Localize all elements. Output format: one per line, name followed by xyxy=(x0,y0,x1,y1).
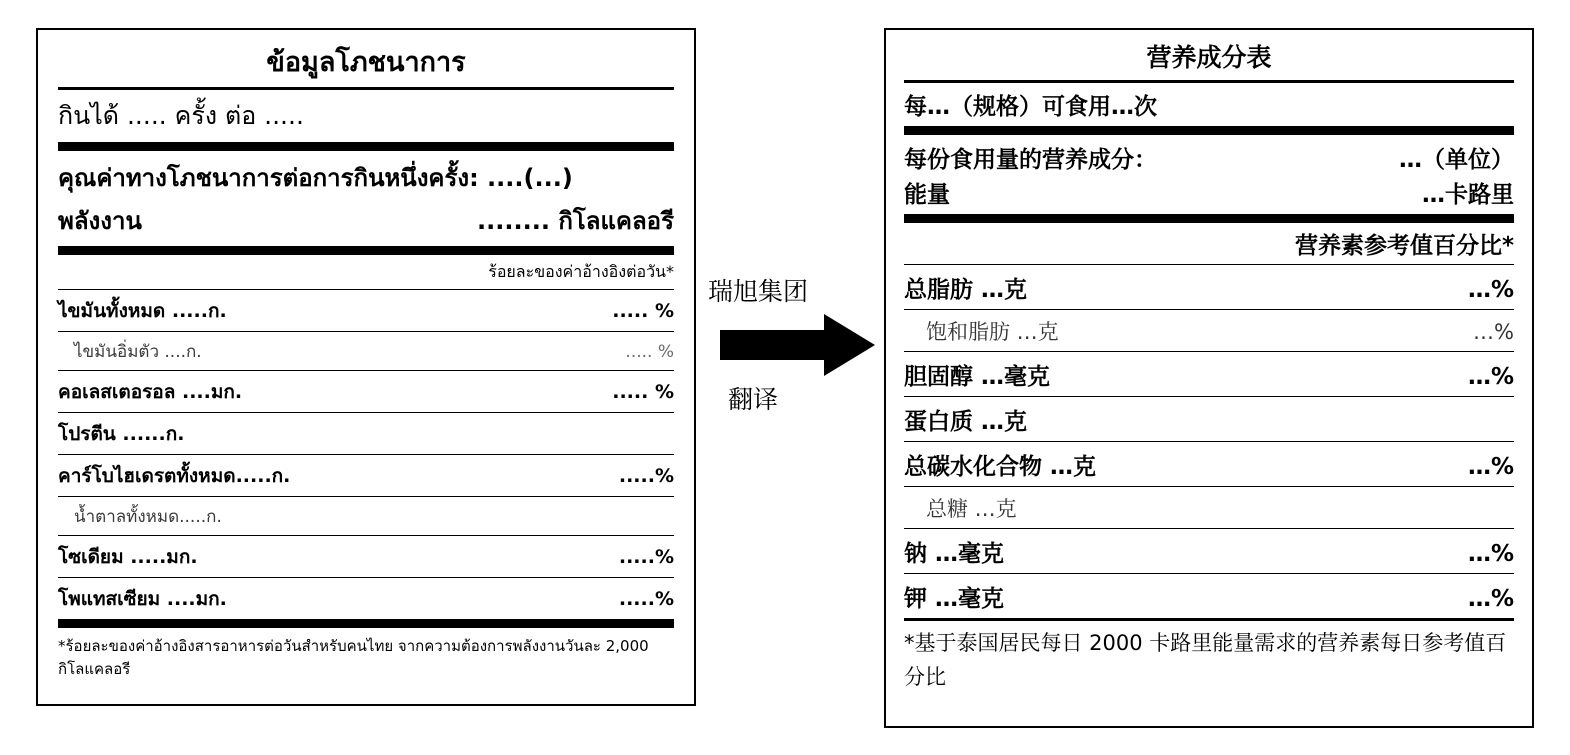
thai-energy-value: ........ กิโลแคลอรี xyxy=(477,207,674,235)
thai-nutrient-row-protein xyxy=(58,413,674,455)
chinese-nutrient-label: 总脂肪 …克 xyxy=(904,277,1028,303)
thai-energy-row xyxy=(58,199,674,255)
thai-servings-line: กินได้ ..... ครั้ง ต่อ ..... xyxy=(58,90,674,151)
chinese-nutrient-label: 钠 …毫克 xyxy=(904,541,1005,567)
chinese-nutrient-row-saturated-fat xyxy=(904,310,1514,352)
chinese-footnote: *基于泰国居民每日 2000 卡路里能量需求的营养素每日参考值百分比 xyxy=(904,631,1507,689)
chinese-nutrient-row-potassium xyxy=(904,574,1514,621)
thai-daily-value-header: ร้อยละของค่าอ้างอิงต่อวัน* xyxy=(58,255,674,290)
thai-nutrient-label: คาร์โบไฮเดรตทั้งหมด.....ก. xyxy=(58,465,291,487)
thai-nutrient-row-cholesterol xyxy=(58,371,674,413)
translator-name: 瑞旭集团 xyxy=(708,277,809,306)
chinese-energy-label: 能量 xyxy=(904,182,950,208)
thai-amount-per-serving: คุณค่าทางโภชนาการต่อการกินหนึ่งครั้ง: ....(...) xyxy=(58,164,573,192)
thai-nutrient-value: .....% xyxy=(618,546,674,568)
chinese-nutrient-label: 总糖 …克 xyxy=(926,497,1017,521)
thai-label-title: ข้อมูลโภชนาการ xyxy=(58,40,674,90)
thai-nutrient-value: ..... % xyxy=(612,300,674,322)
thai-nutrient-row-sodium xyxy=(58,536,674,578)
chinese-nutrient-row-total-sugars xyxy=(904,487,1514,529)
thai-nutrient-label: โซเดียม .....มก. xyxy=(58,546,198,568)
chinese-daily-value-header: 营养素参考值百分比* xyxy=(904,223,1514,265)
thai-nutrient-row-total-fat xyxy=(58,290,674,332)
thai-nutrition-label xyxy=(36,28,696,706)
thai-nutrient-row-saturated-fat xyxy=(58,332,674,371)
chinese-energy-value: …卡路里 xyxy=(1422,182,1514,208)
chinese-amount-value: …（单位） xyxy=(1399,147,1514,173)
chinese-nutrient-value: …% xyxy=(1467,454,1514,480)
chinese-nutrient-value: …% xyxy=(1467,277,1514,303)
thai-nutrient-value: ..... % xyxy=(625,342,674,362)
chinese-nutrient-label: 饱和脂肪 …克 xyxy=(926,320,1059,344)
thai-nutrient-label: โปรตีน ......ก. xyxy=(58,423,185,445)
thai-footnote: *ร้อยละของค่าอ้างอิงสารอาหารต่อวันสำหรับคนไทย จากความต้องการพลังงานวันละ 2,000 กิโลแคลอรี xyxy=(58,637,649,679)
chinese-amount-label: 每份食用量的营养成分： xyxy=(904,147,1157,173)
thai-nutrient-value: ..... % xyxy=(612,381,674,403)
chinese-label-title: 营养成分表 xyxy=(904,38,1514,83)
chinese-nutrient-row-sodium xyxy=(904,529,1514,574)
thai-nutrient-label: ไขมันทั้งหมด .....ก. xyxy=(58,300,227,322)
thai-energy-label: พลังงาน xyxy=(58,207,142,235)
chinese-nutrient-label: 钾 …毫克 xyxy=(904,586,1005,612)
chinese-nutrient-value: …% xyxy=(1467,541,1514,567)
translation-action-label: 翻译 xyxy=(728,385,779,414)
chinese-nutrient-value: …% xyxy=(1473,320,1514,344)
chinese-nutrient-value: …% xyxy=(1467,586,1514,612)
thai-nutrient-value: .....% xyxy=(618,588,674,610)
chinese-nutrient-row-total-carbohydrate xyxy=(904,442,1514,487)
chinese-amount-per-serving-row xyxy=(904,135,1514,175)
chinese-nutrition-label xyxy=(884,28,1534,728)
chinese-nutrient-row-cholesterol xyxy=(904,352,1514,397)
thai-nutrient-label: ไขมันอิ่มตัว ....ก. xyxy=(74,342,202,362)
chinese-nutrient-row-total-fat xyxy=(904,265,1514,310)
translation-marker xyxy=(706,272,876,432)
chinese-nutrient-value: …% xyxy=(1467,364,1514,390)
chinese-nutrient-label: 蛋白质 …克 xyxy=(904,409,1028,435)
thai-nutrient-row-potassium xyxy=(58,578,674,628)
thai-nutrient-row-total-carbohydrate xyxy=(58,455,674,497)
thai-nutrient-row-total-sugars xyxy=(58,497,674,536)
thai-nutrient-value: .....% xyxy=(618,465,674,487)
right-arrow-icon xyxy=(720,314,875,376)
chinese-servings-line: 每…（规格）可食用…次 xyxy=(904,83,1514,135)
thai-nutrient-label: น้ำตาลทั้งหมด.....ก. xyxy=(74,507,222,527)
chinese-nutrient-label: 总碳水化合物 …克 xyxy=(904,454,1097,480)
chinese-energy-row xyxy=(904,175,1514,223)
thai-nutrient-label: โพแทสเซียม ....มก. xyxy=(58,588,227,610)
chinese-nutrient-label: 胆固醇 …毫克 xyxy=(904,364,1051,390)
chinese-nutrient-row-protein xyxy=(904,397,1514,442)
thai-nutrient-label: คอเลสเตอรอล ....มก. xyxy=(58,381,243,403)
